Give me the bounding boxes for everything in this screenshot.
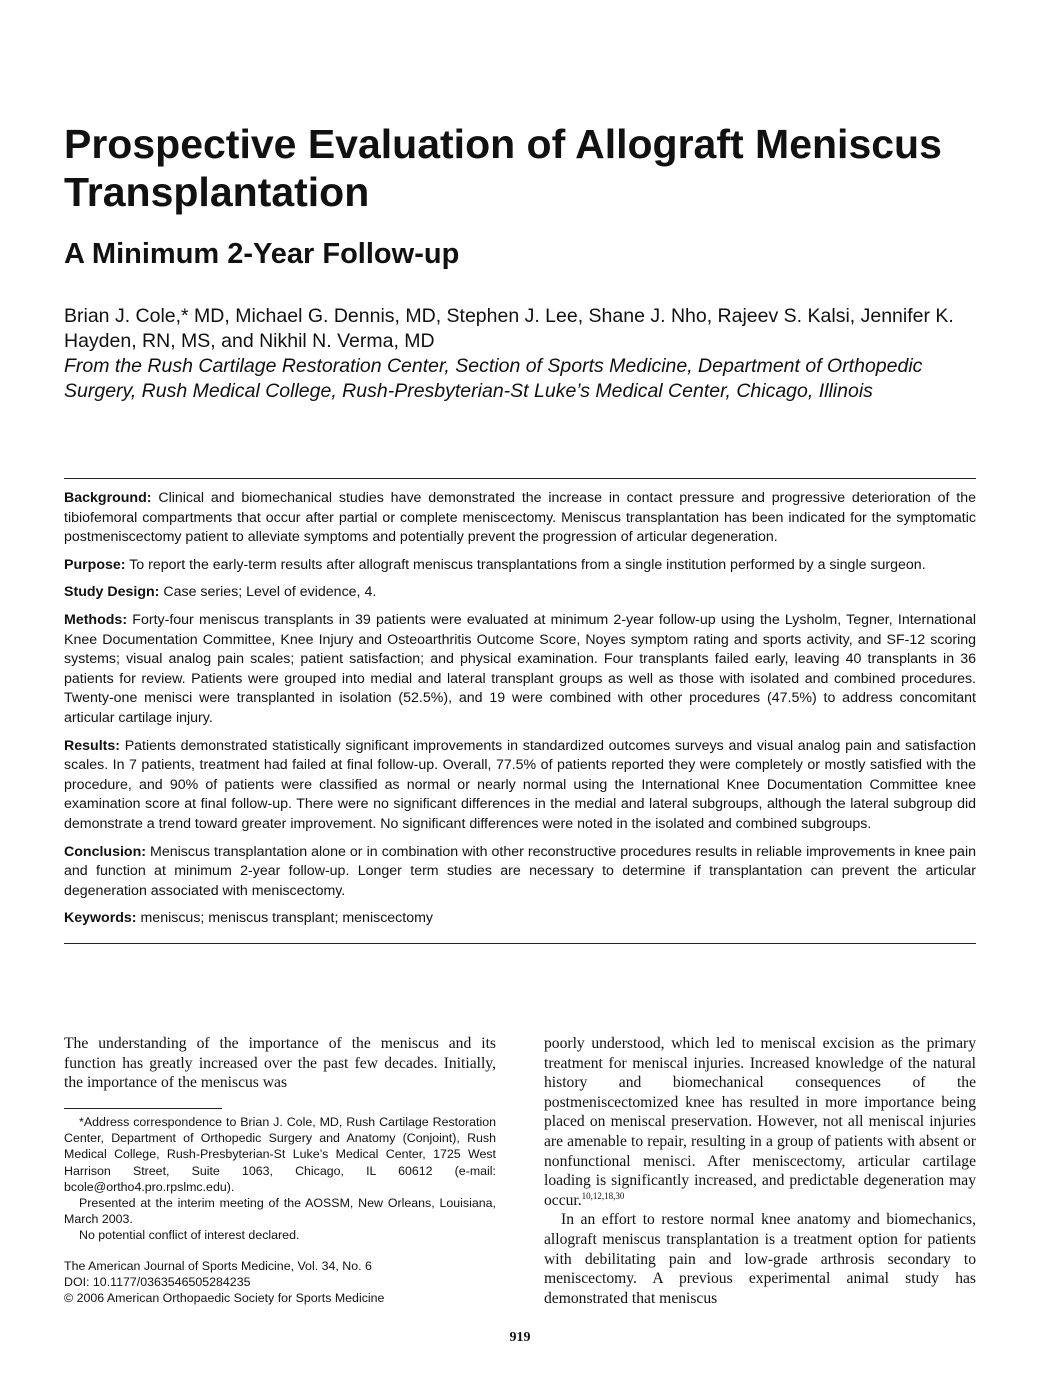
abstract-results-text: Patients demonstrated statistically significant improvements in standardized outcomes surveys and visual analog pain and satisfaction scales. In 7 patients, treatment had failed at final follow-up. Overall, 77.5% of patients reported they were completely or mostly satisfied with the procedure, and 90% of patients were classified as normal or nearly normal using the International Knee Documentation Committee knee examination score at final follow-up. There were no significant differences in the medial and lateral subgroups, although the lateral subgroup did demonstrate a trend toward greater improvement. No significant differences were noted in the isolated and combined subgroups.	[64, 737, 976, 832]
footnote-correspondence: *Address correspondence to Brian J. Cole, MD, Rush Cartilage Restoration Center, Department of Orthopedic Surgery and Anatomy (Conjoint), Rush Medical College, Rush-Presbyterian-St Luke’s Medical Center, 1725 West Harrison Street, Suite 1063, Chicago, IL 60612 (e-mail: bcole@ortho4.pro.rpslmc.edu).	[64, 1115, 496, 1194]
body-paragraph: The understanding of the importance of the meniscus and its function has greatly increased over the past few decades. Initially, the importance of the meniscus was	[64, 1035, 496, 1092]
abstract-background-label: Background:	[64, 490, 152, 506]
abstract-keywords	[64, 909, 976, 929]
body-column-left	[64, 1034, 496, 1093]
abstract-conclusion-text: Meniscus transplantation alone or in combination with other reconstructive procedures results in reliable improvements in knee pain and function at minimum 2-year follow-up. Longer term studies are necessary to determine if transplantation can prevent the articular degeneration associated with meniscectomy.	[64, 843, 976, 899]
journal-doi: DOI: 10.1177/0363546505284235	[64, 1275, 251, 1290]
abstract-background	[64, 489, 976, 548]
abstract-results-label: Results:	[64, 737, 120, 754]
page-number: 919	[509, 1330, 531, 1345]
affiliation: From the Rush Cartilage Restoration Center, Section of Sports Medicine, Department of Orthopedic Surgery, Rush Medical College, Rush-Presbyterian-St Luke’s Medical Center, Chicago, Illinois	[64, 355, 923, 402]
abstract-conclusion	[64, 843, 976, 902]
body-paragraph-text: poorly understood, which led to meniscal excision as the primary treatment for meniscal injuries. Increased knowledge of the natural history and biomechanical consequences of the postmeniscectomized knee has resulted in more importance being placed on meniscal preservation. However, not all meniscal injuries are amenable to repair, resulting in a group of patients with absent or nonfunctional menisci. After meniscectomy, articular cartilage loading is significantly increased, and predictable degeneration may occur.	[544, 1035, 976, 1209]
abstract-study-design-text: Case series; Level of evidence, 4.	[163, 584, 377, 601]
article-title: Prospective Evaluation of Allograft Meniscus Transplantation	[64, 121, 942, 215]
abstract-results	[64, 737, 976, 835]
journal-citation: The American Journal of Sports Medicine, Vol. 34, No. 6	[64, 1259, 372, 1273]
body-paragraph	[544, 1034, 976, 1210]
journal-info	[64, 1258, 496, 1307]
abstract-purpose-label: Purpose:	[64, 556, 126, 573]
author-list: Brian J. Cole,* MD, Michael G. Dennis, MD, Stephen J. Lee, Shane J. Nho, Rajeev S. Kalsi, Jennifer K. Hayden, RN, MS, and Nikhil N. Verma, MD	[64, 305, 954, 352]
abstract-box	[64, 478, 976, 944]
abstract-background-text: Clinical and biomechanical studies have demonstrated the increase in contact pressure and progressive deterioration of the tibiofemoral compartments that occur after partial or complete meniscectomy. Meniscus transplantation has been indicated for the symptomatic postmeniscectomy patient to alleviate symptoms and potentially prevent the progression of articular degeneration.	[64, 490, 976, 546]
footnote-divider	[64, 1108, 222, 1109]
abstract-purpose-text: To report the early-term results after allograft meniscus transplantations from a single institution performed by a single surgeon.	[129, 556, 926, 573]
footnote-conflict: No potential conflict of interest declared.	[79, 1228, 300, 1243]
abstract-keywords-label: Keywords:	[64, 910, 137, 927]
body-column-right	[544, 1034, 976, 1308]
abstract-study-design-label: Study Design:	[64, 584, 160, 601]
abstract-purpose	[64, 556, 976, 576]
abstract-methods-label: Methods:	[64, 611, 128, 628]
reference-citation: 10,12,18,30	[581, 1190, 625, 1201]
abstract-conclusion-label: Conclusion:	[64, 843, 146, 860]
abstract-keywords-text: meniscus; meniscus transplant; meniscectomy	[140, 910, 434, 927]
article-subtitle: A Minimum 2-Year Follow-up	[64, 238, 460, 270]
abstract-methods	[64, 611, 976, 729]
body-paragraph: In an effort to restore normal knee anatomy and biomechanics, allograft meniscus transplantation is a treatment option for patients with debilitating pain and low-grade arthrosis secondary to meniscectomy. A previous experimental animal study has demonstrated that meniscus	[544, 1211, 976, 1307]
footnote-presented: Presented at the interim meeting of the AOSSM, New Orleans, Louisiana, March 2003.	[64, 1196, 496, 1227]
abstract-study-design	[64, 583, 976, 603]
journal-copyright: © 2006 American Orthopaedic Society for Sports Medicine	[64, 1291, 385, 1306]
abstract-methods-text: Forty-four meniscus transplants in 39 patients were evaluated at minimum 2-year follow-up using the Lysholm, Tegner, International Knee Documentation Committee, Knee Injury and Osteoarthritis Outcome Score, Noyes symptom rating and sports activity, and SF-12 scoring systems; visual analog pain scales; patient satisfaction; and physical examination. Four transplants failed early, leaving 40 transplants in 36 patients for review. Patients were grouped into medial and lateral transplant groups as well as those with isolated and combined procedures. Twenty-one menisci were transplanted in isolation (52.5%), and 19 were combined with other procedures (47.5%) to address concomitant articular cartilage injury.	[64, 611, 976, 726]
footnotes	[64, 1114, 496, 1244]
